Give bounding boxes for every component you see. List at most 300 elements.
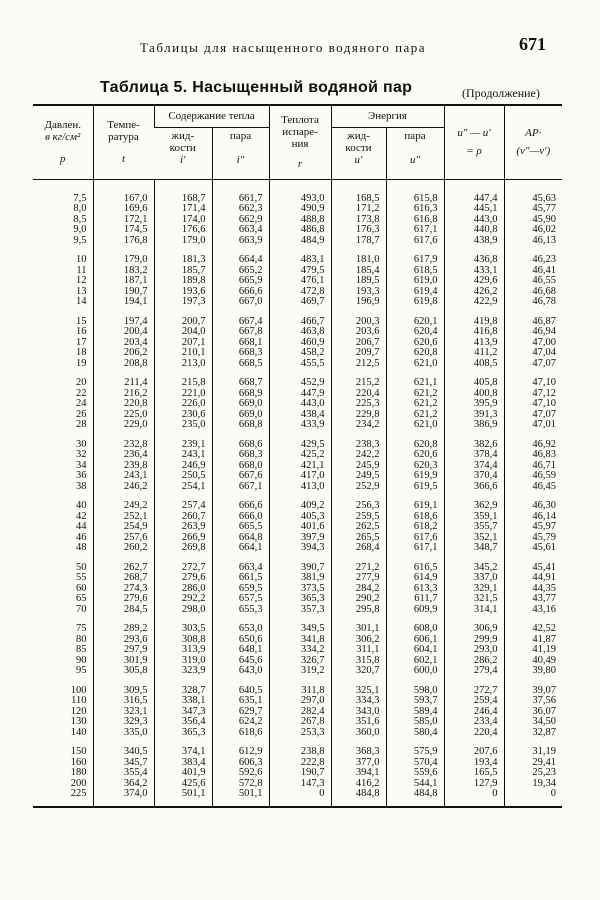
cell-heat-vapor: 668,9 [212,389,269,400]
cell-heat-liquid: 215,8 [154,369,212,389]
cell-ap: 45,61 [504,543,562,554]
cell-pressure: 180 [70,767,87,778]
table-row [33,677,562,697]
cell-heat-liquid: 221,0 [154,389,212,400]
cell-ap: 46,92 [504,431,562,451]
cell-heat-liquid: 356,4 [154,717,212,728]
cell-energy-liquid: 295,8 [331,605,386,616]
cell-heat-liquid: 279,6 [154,573,212,584]
cell-energy-liquid: 242,2 [331,450,386,461]
cell-heat-liquid: 338,1 [154,696,212,707]
cell-u-diff: 165,5 [444,768,504,779]
cell-energy-vapor: 618,6 [386,512,444,523]
cell-energy-liquid: 220,4 [331,389,386,400]
cell-latent-heat: 421,1 [269,461,331,472]
cell-pressure: 150 [70,746,87,757]
table-row [33,399,562,410]
cell-heat-vapor: 669,0 [212,410,269,421]
cell-u-diff: 366,6 [444,482,504,493]
cell-heat-vapor: 667,8 [212,327,269,338]
cell-latent-heat: 484,9 [269,236,331,247]
col-ap: AP· (v″—v′) [504,105,562,179]
table-row [33,717,562,728]
cell-ap: 39,07 [504,677,562,697]
cell-heat-vapor: 667,0 [212,297,269,308]
cell-ap: 46,41 [504,266,562,277]
cell-energy-vapor: 620,6 [386,338,444,349]
cell-heat-liquid: 189,8 [154,276,212,287]
cell-energy-liquid: 203,6 [331,327,386,338]
cell-ap: 46,68 [504,287,562,298]
cell-latent-heat: 0 [269,789,331,807]
cell-latent-heat: 282,4 [269,707,331,718]
cell-energy-liquid: 325,1 [331,677,386,697]
cell-u-diff: 293,0 [444,645,504,656]
cell-latent-heat: 297,0 [269,696,331,707]
cell-pressure: 8,0 [73,203,87,214]
cell-ap: 41,87 [504,635,562,646]
cell-pressure: 8,5 [73,213,87,225]
cell-temperature: 174,5 [93,225,154,236]
cell-temperature: 176,8 [93,236,154,247]
cell-heat-liquid: 193,6 [154,287,212,298]
cell-latent-heat: 381,9 [269,573,331,584]
cell-u-diff: 429,6 [444,276,504,287]
cell-energy-liquid: 284,2 [331,584,386,595]
cell-heat-vapor: 592,6 [212,768,269,779]
cell-temperature: 239,8 [93,461,154,472]
cell-temperature: 254,9 [93,522,154,533]
table-row [33,482,562,493]
cell-energy-liquid: 249,5 [331,471,386,482]
cell-pressure: 70 [76,603,87,615]
cell-latent-heat: 433,9 [269,420,331,431]
cell-energy-liquid: 394,1 [331,768,386,779]
cell-temperature: 268,7 [93,573,154,584]
cell-ap: 46,14 [504,512,562,523]
cell-pressure: 50 [76,561,87,573]
cell-ap: 44,91 [504,573,562,584]
cell-u-diff: 321,5 [444,594,504,605]
cell-latent-heat: 463,8 [269,327,331,338]
cell-ap: 29,41 [504,758,562,769]
cell-temperature: 249,2 [93,492,154,512]
cell-heat-liquid: 308,8 [154,635,212,646]
cell-heat-vapor: 618,6 [212,728,269,739]
cell-ap: 45,63 [504,179,562,204]
cell-u-diff: 433,1 [444,266,504,277]
table-body [33,179,562,807]
cell-pressure: 30 [76,438,87,450]
cell-ap: 46,78 [504,297,562,308]
cell-temperature: 225,0 [93,410,154,421]
cell-heat-liquid: 365,3 [154,728,212,739]
cell-latent-heat: 190,7 [269,768,331,779]
cell-pressure: 130 [70,716,87,727]
cell-temperature: 203,4 [93,338,154,349]
cell-heat-vapor: 643,0 [212,666,269,677]
cell-energy-liquid: 271,2 [331,554,386,574]
table-row [33,225,562,236]
cell-ap: 47,07 [504,359,562,370]
cell-heat-vapor: 650,6 [212,635,269,646]
table-row [33,297,562,308]
table-row [33,276,562,287]
cell-heat-liquid: 272,7 [154,554,212,574]
col-heat-liquid: жид- кости i′ [154,127,212,179]
cell-energy-vapor: 619,8 [386,297,444,308]
cell-ap: 46,83 [504,450,562,461]
cell-pressure: 75 [76,623,87,634]
cell-temperature: 335,0 [93,728,154,739]
cell-u-diff: 426,2 [444,287,504,298]
cell-energy-vapor: 616,8 [386,215,444,226]
cell-temperature: 187,1 [93,276,154,287]
cell-heat-vapor: 664,8 [212,533,269,544]
cell-heat-vapor: 606,3 [212,758,269,769]
cell-heat-liquid: 226,0 [154,399,212,410]
cell-energy-liquid: 262,5 [331,522,386,533]
cell-energy-liquid: 334,3 [331,696,386,707]
table-row [33,696,562,707]
cell-u-diff: 286,2 [444,656,504,667]
cell-energy-vapor: 613,3 [386,584,444,595]
cell-heat-vapor: 665,9 [212,276,269,287]
cell-energy-vapor: 614,9 [386,573,444,584]
cell-latent-heat: 409,2 [269,492,331,512]
cell-u-diff: 193,4 [444,758,504,769]
cell-ap: 41,19 [504,645,562,656]
cell-heat-vapor: 665,2 [212,266,269,277]
cell-latent-heat: 394,3 [269,543,331,554]
cell-pressure: 44 [76,521,87,532]
cell-latent-heat: 486,8 [269,225,331,236]
cell-energy-liquid: 168,5 [331,179,386,204]
cell-u-diff: 440,8 [444,225,504,236]
cell-latent-heat: 476,1 [269,276,331,287]
cell-latent-heat: 466,7 [269,308,331,328]
cell-pressure: 200 [70,777,87,789]
cell-heat-liquid: 303,5 [154,615,212,635]
cell-heat-vapor: 640,5 [212,677,269,697]
cell-heat-liquid: 257,4 [154,492,212,512]
cell-heat-vapor: 663,4 [212,225,269,236]
table-row [33,348,562,359]
cell-pressure: 40 [76,500,87,511]
cell-heat-vapor: 668,1 [212,338,269,349]
table-row [33,327,562,338]
cell-u-diff: 279,4 [444,666,504,677]
cell-heat-vapor: 501,1 [212,789,269,807]
cell-ap: 47,07 [504,410,562,421]
cell-energy-vapor: 617,9 [386,246,444,266]
cell-heat-vapor: 667,1 [212,482,269,493]
cell-ap: 39,80 [504,666,562,677]
cell-ap: 43,16 [504,605,562,616]
cell-pressure: 120 [70,705,87,717]
table-subtitle: (Продолжение) [462,86,540,100]
cell-heat-liquid: 383,4 [154,758,212,769]
cell-ap: 31,19 [504,738,562,758]
cell-energy-vapor: 620,6 [386,450,444,461]
table-title: Таблица 5. Насыщенный водяной пар [100,79,413,96]
cell-heat-liquid: 401,9 [154,768,212,779]
cell-temperature: 169,6 [93,204,154,215]
cell-heat-vapor: 666,6 [212,287,269,298]
cell-heat-liquid: 171,4 [154,204,212,215]
cell-ap: 43,77 [504,594,562,605]
table-row [33,471,562,482]
cell-energy-liquid: 200,3 [331,308,386,328]
cell-u-diff: 233,4 [444,717,504,728]
cell-heat-liquid: 319,0 [154,656,212,667]
cell-latent-heat: 447,9 [269,389,331,400]
cell-energy-liquid: 234,2 [331,420,386,431]
cell-heat-liquid: 200,7 [154,308,212,328]
cell-heat-liquid: 298,0 [154,605,212,616]
cell-ap: 40,49 [504,656,562,667]
cell-latent-heat: 365,3 [269,594,331,605]
cell-pressure: 46 [76,531,87,543]
cell-pressure: 22 [76,387,87,399]
cell-latent-heat: 425,2 [269,450,331,461]
cell-pressure: 42 [76,510,87,522]
cell-heat-vapor: 629,7 [212,707,269,718]
cell-heat-liquid: 207,1 [154,338,212,349]
table-row [33,246,562,266]
cell-energy-vapor: 598,0 [386,677,444,697]
cell-u-diff: 400,8 [444,389,504,400]
cell-pressure: 85 [76,644,87,655]
col-u-diff: u″ — u′ = ρ [444,105,504,179]
table-row [33,204,562,215]
cell-energy-liquid: 256,3 [331,492,386,512]
cell-pressure: 17 [76,336,87,348]
cell-heat-vapor: 669,0 [212,399,269,410]
cell-heat-liquid: 230,6 [154,410,212,421]
cell-temperature: 309,5 [93,677,154,697]
cell-energy-vapor: 621,2 [386,410,444,421]
cell-latent-heat: 147,3 [269,779,331,790]
cell-u-diff: 422,9 [444,297,504,308]
cell-temperature: 197,4 [93,308,154,328]
cell-energy-liquid: 416,2 [331,779,386,790]
cell-energy-vapor: 619,9 [386,471,444,482]
cell-latent-heat: 455,5 [269,359,331,370]
cell-temperature: 345,7 [93,758,154,769]
cell-latent-heat: 341,8 [269,635,331,646]
cell-ap: 34,50 [504,717,562,728]
cell-ap: 47,04 [504,348,562,359]
cell-temperature: 232,8 [93,431,154,451]
cell-energy-liquid: 360,0 [331,728,386,739]
cell-temperature: 200,4 [93,327,154,338]
cell-latent-heat: 349,5 [269,615,331,635]
cell-u-diff: 362,9 [444,492,504,512]
cell-ap: 46,45 [504,482,562,493]
cell-u-diff: 382,6 [444,431,504,451]
cell-temperature: 260,2 [93,543,154,554]
cell-pressure: 24 [76,398,87,409]
cell-latent-heat: 222,8 [269,758,331,769]
cell-heat-liquid: 243,1 [154,450,212,461]
cell-energy-liquid: 259,5 [331,512,386,523]
cell-energy-vapor: 621,0 [386,420,444,431]
cell-latent-heat: 397,9 [269,533,331,544]
cell-heat-liquid: 313,9 [154,645,212,656]
cell-pressure: 95 [76,665,87,676]
cell-pressure: 13 [76,285,87,297]
cell-energy-liquid: 245,9 [331,461,386,472]
cell-energy-liquid: 215,2 [331,369,386,389]
cell-energy-liquid: 484,8 [331,789,386,807]
cell-latent-heat: 479,5 [269,266,331,277]
cell-heat-vapor: 612,9 [212,738,269,758]
cell-u-diff: 127,9 [444,779,504,790]
cell-temperature: 301,9 [93,656,154,667]
cell-heat-liquid: 174,0 [154,215,212,226]
cell-ap: 45,90 [504,215,562,226]
cell-latent-heat: 443,0 [269,399,331,410]
cell-energy-vapor: 619,0 [386,276,444,287]
cell-heat-vapor: 666,6 [212,492,269,512]
cell-energy-liquid: 343,0 [331,707,386,718]
table-row [33,768,562,779]
cell-latent-heat: 483,1 [269,246,331,266]
cell-ap: 47,10 [504,399,562,410]
cell-energy-vapor: 621,2 [386,399,444,410]
cell-temperature: 194,1 [93,297,154,308]
cell-ap: 25,23 [504,768,562,779]
cell-u-diff: 306,9 [444,615,504,635]
cell-latent-heat: 490,9 [269,204,331,215]
cell-u-diff: 413,9 [444,338,504,349]
cell-heat-vapor: 668,3 [212,450,269,461]
col-temperature: Темпе- ратура t [93,105,154,179]
cell-heat-liquid: 210,1 [154,348,212,359]
cell-energy-liquid: 206,7 [331,338,386,349]
cell-energy-vapor: 618,5 [386,266,444,277]
cell-heat-vapor: 668,7 [212,369,269,389]
cell-pressure: 160 [70,756,87,768]
cell-pressure: 9,0 [73,224,87,235]
cell-heat-liquid: 213,0 [154,359,212,370]
cell-pressure: 20 [76,377,87,388]
cell-energy-liquid: 238,3 [331,431,386,451]
cell-energy-vapor: 620,4 [386,327,444,338]
cell-energy-vapor: 617,1 [386,225,444,236]
cell-pressure: 7,5 [73,192,87,204]
cell-latent-heat: 460,9 [269,338,331,349]
cell-heat-liquid: 425,6 [154,779,212,790]
cell-energy-liquid: 189,5 [331,276,386,287]
cell-pressure: 140 [70,726,87,738]
cell-heat-vapor: 655,3 [212,605,269,616]
cell-energy-vapor: 585,0 [386,717,444,728]
cell-temperature: 220,8 [93,399,154,410]
cell-heat-vapor: 668,3 [212,348,269,359]
cell-pressure: 12 [76,275,87,286]
cell-pressure: 225 [70,788,87,799]
cell-heat-liquid: 181,3 [154,246,212,266]
cell-heat-vapor: 668,5 [212,359,269,370]
cell-temperature: 183,2 [93,266,154,277]
cell-u-diff: 408,5 [444,359,504,370]
cell-energy-liquid: 193,3 [331,287,386,298]
cell-energy-vapor: 580,4 [386,728,444,739]
cell-temperature: 284,5 [93,605,154,616]
cell-ap: 45,77 [504,204,562,215]
cell-temperature: 262,7 [93,554,154,574]
cell-latent-heat: 373,5 [269,584,331,595]
cell-energy-vapor: 617,1 [386,543,444,554]
cell-energy-vapor: 544,1 [386,779,444,790]
cell-ap: 37,56 [504,696,562,707]
cell-temperature: 305,8 [93,666,154,677]
table-row [33,543,562,554]
cell-temperature: 211,4 [93,369,154,389]
cell-heat-vapor: 667,4 [212,308,269,328]
cell-heat-liquid: 185,7 [154,266,212,277]
cell-energy-vapor: 621,2 [386,389,444,400]
cell-u-diff: 329,1 [444,584,504,595]
cell-temperature: 190,7 [93,287,154,298]
cell-temperature: 246,2 [93,482,154,493]
cell-energy-liquid: 252,9 [331,482,386,493]
cell-heat-liquid: 374,1 [154,738,212,758]
cell-ap: 45,97 [504,522,562,533]
cell-energy-liquid: 178,7 [331,236,386,247]
cell-temperature: 364,2 [93,779,154,790]
cell-ap: 46,30 [504,492,562,512]
cell-ap: 46,02 [504,225,562,236]
cell-heat-vapor: 648,1 [212,645,269,656]
cell-ap: 32,87 [504,728,562,739]
table-row [33,179,562,204]
table-row [33,738,562,758]
cell-temperature: 323,1 [93,707,154,718]
table-row [33,522,562,533]
cell-pressure: 9,5 [73,234,87,246]
cell-u-diff: 220,4 [444,728,504,739]
cell-energy-vapor: 621,0 [386,359,444,370]
cell-pressure: 60 [76,582,87,594]
cell-energy-liquid: 171,2 [331,204,386,215]
cell-u-diff: 370,4 [444,471,504,482]
cell-energy-vapor: 593,7 [386,696,444,707]
table-row [33,728,562,739]
cell-heat-vapor: 653,0 [212,615,269,635]
cell-u-diff: 345,2 [444,554,504,574]
cell-energy-vapor: 617,6 [386,533,444,544]
cell-energy-vapor: 619,4 [386,287,444,298]
cell-ap: 46,94 [504,327,562,338]
cell-latent-heat: 469,7 [269,297,331,308]
col-heat-vapor: пара i″ [212,127,269,179]
cell-u-diff: 395,9 [444,399,504,410]
cell-energy-liquid: 173,8 [331,215,386,226]
cell-energy-vapor: 606,1 [386,635,444,646]
table-row [33,308,562,328]
cell-temperature: 229,0 [93,420,154,431]
cell-pressure: 18 [76,347,87,358]
cell-ap: 46,55 [504,276,562,287]
cell-latent-heat: 472,8 [269,287,331,298]
cell-energy-liquid: 229,8 [331,410,386,421]
cell-energy-liquid: 212,5 [331,359,386,370]
cell-latent-heat: 319,2 [269,666,331,677]
cell-ap: 46,13 [504,236,562,247]
